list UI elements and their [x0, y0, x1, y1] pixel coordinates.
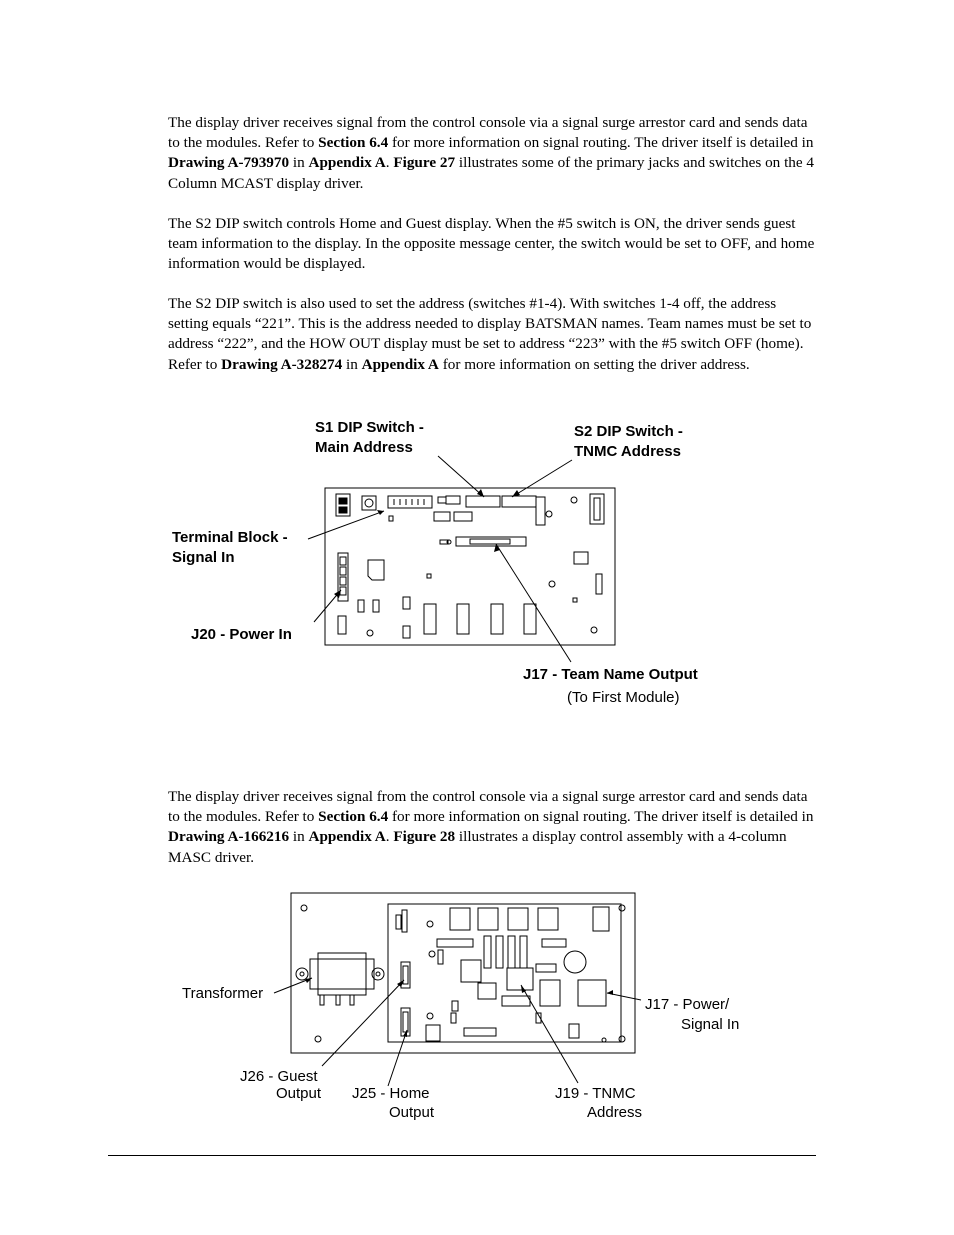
- label-terminal-block-line1: Terminal Block -: [172, 529, 288, 546]
- label-s2-line2: TNMC Address: [574, 443, 681, 460]
- leader-transformer: [274, 978, 312, 993]
- j26-guest-output-connector: [401, 962, 410, 988]
- label-j25-line1: J25 - Home: [352, 1085, 430, 1102]
- label-s2-line1: S2 DIP Switch -: [574, 423, 683, 440]
- label-j17-line2: (To First Module): [567, 689, 680, 706]
- transformer-body: [310, 959, 374, 989]
- label-j17-line1: J17 - Power/: [645, 996, 730, 1013]
- paragraph-s2-home-guest: The S2 DIP switch controls Home and Guest display. When the #5 switch is ON, the driver sends guest team information to the display. In the opposite message center, the switch would be set to OFF, and home information would be displayed.: [168, 215, 815, 273]
- leader-j17-power: [607, 993, 641, 1000]
- label-j17-line1: J17 - Team Name Output: [523, 666, 698, 683]
- label-j25-line2: Output: [389, 1104, 435, 1121]
- j25-home-output-connector: [401, 1008, 410, 1036]
- label-j17-line2: Signal In: [681, 1016, 740, 1033]
- paragraph-s2-address: The S2 DIP switch is also used to set the address (switches #1-4). With switches 1-4 off, the address setting equals “221”. This is the address needed to display BATSMAN names. Team names must be set to address “222”, and the HOW OUT display must be set to address “223” with the #5 switch OFF (home). Refer to Drawing A-328274 in Appendix A for more information on setting the driver address.: [168, 295, 812, 373]
- j20-power-in-connector: [338, 553, 348, 601]
- paragraph-intro-mcast: The display driver receives signal from the control console via a signal surge arrestor card and sends data to the modules. Refer to Section 6.4 for more information on signal routing. The driver itself is detailed in Drawing A-793970 in Appendix A. Figure 27 illustrates some of the primary jacks and switches on the 4 Column MCAST display driver.: [168, 114, 815, 192]
- label-j26-line1: J26 - Guest: [240, 1068, 318, 1085]
- leader-terminal-block: [308, 511, 384, 539]
- label-terminal-block-line2: Signal In: [172, 549, 235, 566]
- j17-power-signal-in-connector: [578, 980, 606, 1006]
- driver-board-outline: [325, 488, 615, 645]
- paragraph-intro-masc: The display driver receives signal from the control console via a signal surge arrestor card and sends data to the modules. Refer to Section 6.4 for more information on signal routing. The driver itself is detailed in Drawing A-166216 in Appendix A. Figure 28 illustrates a display control assembly with a 4-column MASC driver.: [168, 788, 814, 866]
- label-j19-line2: Address: [587, 1104, 643, 1121]
- label-s1-line2: Main Address: [315, 439, 413, 456]
- control-assembly-plate: [291, 893, 635, 1053]
- leader-j20: [314, 590, 341, 622]
- s2-dip-switch: [466, 496, 500, 507]
- label-j26-line2: Output: [276, 1085, 322, 1102]
- leader-j26: [322, 980, 404, 1066]
- masc-driver-board: [388, 904, 621, 1042]
- s1-dip-switch: [388, 496, 432, 508]
- leader-j19: [521, 985, 578, 1083]
- label-s1-line1: S1 DIP Switch -: [315, 419, 424, 436]
- leader-j17: [496, 544, 571, 662]
- leader-s2: [512, 460, 572, 497]
- j19-tnmc-address-block: [507, 968, 533, 990]
- footer-divider: [108, 1155, 816, 1156]
- j17-team-name-output-connector: [456, 537, 526, 546]
- label-j19-line1: J19 - TNMC: [555, 1085, 636, 1102]
- leader-j25: [388, 1030, 407, 1086]
- label-transformer: Transformer: [182, 985, 264, 1002]
- leader-s1: [438, 456, 484, 497]
- label-j20: J20 - Power In: [191, 626, 292, 643]
